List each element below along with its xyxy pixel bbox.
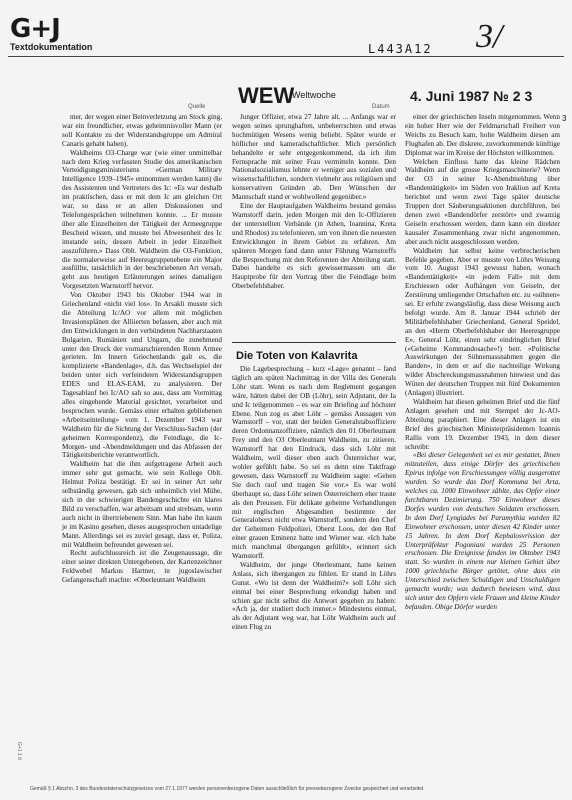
quoted-letter: «Bei dieser Gelegenheit sei es mir gestattet, Ihnen mitzuteilen, dass einige Dörfer des griechischen Epirus infolge von Erschiessungen völlig ausgerottet wurden. So wurde das Dorf Kommuna bei Arta, welches ca. 1000 Einwohner zählte, das Opfer einer furchtbaren Dezimierung. 750 Einwohner dieses Dorfes wurden von deutschen Soldaten erschossen. In dem Dorf Lyngiades bei Paramythia wurden 82 Einwohner erschossen, unter diesen 42 Kinder unter 15 Jahren. In dem Dorf Kephalosvrission der Unterpräfektur Pogoniani wurden 25 Personen erschossen. Die Ereignisse fanden im Oktober 1943 statt. So wurden in einem nur kleinen Gebiet über 1000 griechische Bürger getötet, ohne dass ein Unterschied zwischen Schuldigen und Unschuldigen gemacht wurde; was dadurch bewiesen wird, dass sich unter den Opfern viele Frauen und kleine Kinder befanden. Obige Dörfer wurden: [405, 451, 560, 611]
paragraph: Recht aufschlussreich ist die Zeugenaussage, die einer seiner direkten Untergebenen, der Kartenzeichner Feldwebel Markus Hartner, in jugoslawischer Gefangenschaft machte: «Oberleutnant Waldheim: [62, 549, 222, 585]
section-heading: Die Toten von Kalavrita: [236, 350, 358, 362]
footer-note: Gemäß § 1 Abschn. 3 des Bundesdatenschutzgesetzes vom 27.1.1977 werden personenbezogene Daten ausschließlich für pressebezogene Zwecke gespeichert und verarbeitet.: [30, 786, 425, 792]
paragraph: Waldheim hat selbst keine verbrecherischen Befehle gegeben. Aber er musste von Löhrs Weisung vom 10. August 1943 gewusst haben, wonach «Bandentätigkeit» «in jedem Fall» mit dem Erschiessen oder Aufhängen von Geiseln, der Zerstörung umliegender Ortschaften etc. zu «sühnen» sei. Er erfuhr zwangsläufig, dass diese Weisung auch befolgt wurde. Am 8. Januar 1944 schrieb der Militärbefehlshaber Griechenland, General Speidel, an den «Herrn Oberbefehlshaber der Heeresgruppe E», General Löhr, einen sehr eindringlichen Brief («Geheime Kommandosache»!) betr. «Politische Auswirkungen der Sühnemassnahmen gegen die Banden», in dem er auf die nachteilige Wirkung wilder Abschreckungsmassnahmen hinwiest und das Wüten der deutschen Truppen mit fünf Dokumenten (Anlagen) illustriert.: [405, 246, 560, 398]
paragraph: Waldheim, der junge Oberleutnant, hatte keinen Anlass, sich übergangen zu fühlen. Er stand in Löhrs Gunst. «Wo ist denn der Waldheim?» soll Löhr sich einmal bei einer Besprechung erkundigt haben und schien gar nicht selbst die Antwort gegeben zu haben: «Ach ja, der studiert doch immer.» Mindestens einmal, als der Adjutant weg war, hat Löhr Waldheim auch auf einen Flug zu: [232, 560, 396, 632]
publication-subtitle: Weltwoche: [292, 90, 336, 100]
label-datum: Datum: [372, 104, 390, 110]
paragraph: Waldheim hat die ihm aufgetragene Arbeit auch immer sehr gut gemacht, wie sein Kollege Oblt. Helmut Poliza bestätigt. Er sei in seiner Art sehr selbständig gewesen, gab sich unheimlich viel Mühe, sich in der schwierigen Bandengeschichte ein klares Bild zu verschaffen, war arbeitsam und strebsam, wenn auch nicht in übertriebenem Sinn. Man habe ihn kaum je im Kasino gesehen, dieses ausgesprochen untadelige Mann. Allerdings sei es zuviel gesagt, dass er, Poliza, mit Waldheim befreundet gewesen sei.: [62, 460, 222, 549]
column-2-bottom: [232, 365, 396, 632]
paragraph: Waldheims O3-Charge war (wie einer unmittelbar nach dem Krieg verfassten Studie des amerikanischen Verteidigungsministeriums «German Military Intelligence 1939–1945» entnommen werden kann) die des Assistenten und Vertreters des Ic: «Es war deshalb im praktischen, dass er mit dem Ic am gleichen Ort war, so dass er an allen Diskussionen und Telefongesprächen teilnehmen konnte. ... Er musste über alle Einzelheiten der Tätigkeit der Armeegruppe Bescheid wissen, und musste bei Abwesenheit des Ic imstande sein, dessen Arbeit in jeder Einzelheit auszuführen.» Dass Oblt. Waldheim die O3-Funktion, die normalerweise auf Heeresgruppenebene ein Major ausfüllte, tatsächlich in der beschriebenen Art versah, geht aus heutigen Erläuterungen seines damaligen Vorgesetzten Warnstorff hervor.: [62, 148, 222, 291]
archive-stamp-number: 3/: [476, 18, 503, 55]
logo-subtitle: Textdokumentation: [10, 42, 93, 52]
label-quelle: Quelle: [188, 104, 206, 110]
paragraph: Welchen Einfluss hatte das kleine Rädchen Waldheim auf die grosse Kriegsmaschinerie? Wenn der O3 in seiner Ic-Abendmeldung über «Bandentätigkeit» im Süden von Iraklion auf Kreta berichtet und wenn zwei Tage später deutsche Truppen dort Säuberungsaktionen durchführen, bei denen zwei «Bandendörfer zerstört» und zwanzig Geiseln erschossen werden, dann kann ein direkter kausaler Zusammenhang zwar nicht angenommen, aber auch nicht ausgeschlossen werden.: [405, 157, 560, 246]
column-1: [62, 113, 222, 585]
side-margin-mark: G+J 1 d: [16, 742, 22, 760]
paragraph: Junger Offizier, etwa 27 Jahre alt. ... Anfangs war er wegen seines sprunghaften, unbeherrschten und etwas hochmütigen Wesens wenig beliebt. Später wurde er höflicher und kameradschaftlicher. Mich persönlich behandelte er sehr entgegenkommend, da ich ihm Fernsprache mit seiner Frau vermitteln konnte. Den Nationalsozialismus lehnte er weniger aus sozialen und wissenschaftlichen, sondern vielmehr aus religiösen und konservativen Gründen ab. Den Wünschen der Mannschaft stand er wohlwollend gegenüber.»: [232, 113, 396, 202]
section-divider: [232, 342, 396, 343]
margin-mark: 3: [562, 114, 567, 123]
column-3: [405, 113, 560, 612]
paragraph: Von Oktober 1943 bis Oktober 1944 war in Griechenland «nicht viel los». In Arsakli musste sich die Abteilung Ic/AO vor allem mit möglichen Invasionsplänen der Alliierten befassen, aber auch mit den Entwicklungen in den verbündeten Nachbarstaaten Bulgarien, Rumänien und Ungarn, die zunehmend unter den Druck der vormarschierenden Roten Armee gerieten. Im Innern Griechenlands galt es, die komplizierte «Bandenlage», d.h. das Wechselspiel der beiden unter sich verfeindeten Widerstandsgruppen EDES und ELAS-EAM, zu analysieren. Der Tagesablauf bei Ic/AO sah so aus, dass am Vormittag alles eingehende Material gesichtet, verarbeitet und besprochen wurde. Gemäss einer erhalten gebliebenen «Arbeitseinteilung» vom 1. Dezember 1943 war Waldheim für die Sichtung der Verschluss-Sachen (der geheimen Korrespondenz), die Feindlage, die Ic-Morgen- und -Abendmeldungen und das Abfassen der Tätigkeitsberichte verantwortlich.: [62, 291, 222, 460]
paragraph: Die Lagebesprechung – kurz «Lage» genannt – fand täglich am späten Nachmittag in der Villa des Generals Löhr statt. Wenn es nach dem Reglement gegangen wäre, hätten dabei der OB (Löhr), sein Adjutant, der Ia und Ic teilgenommen – es war ein Briefing auf höchster Ebene. Nun zog es aber Löhr – gemäss Aussagen von Warnstorff – vor, statt der beiden Generalstabsoffiziere deren Ordonnanzoffiziere, nämlich den 01 Oberleutnant Frey und den O3 Oberleutnant Waldheim, zu zitieren. Warnstorff hat den Eindruck, dass sich Löhr mit Waldheim, weil dieser eben auch Österreicher war, wohler gefühlt habe. So sei es denn eine Taktfrage gewesen, dass Warnstorff zu Waldheim sagte: «Gehen Sie doch rauf und tragen Sie vor.» Es war wohl überhaupt so, dass Löhr seinen Österreichern eher traute als den Preussen. Für delikate geheime Verhandlungen mit englischen Abgesandten bestimmte der Generaloberst nicht etwa Warnstorff, sondern den Chef der Geheimen Feldpolizei, Oberst Loos, der den Ruf einer grauen Eminenz hatte und Wiener war. «Ich habe mich manchmal übergangen gefühlt», erinnert sich Warnstorff.: [232, 365, 396, 561]
logo: G+J: [10, 14, 60, 44]
header-rule: [8, 56, 564, 57]
paragraph: Eine der Hauptaufgaben Waldheims bestand gemäss Warnstorff darin, jeden Morgen mit den Ic-Offizieren der unterstellten Verbände (in Athen, Ioannina, Kreta und Rhodos) zu telefonieren, um von ihnen die neuesten Entwicklungen in ihrem Gebiet zu erfahren. Am späteren Morgen fand dann unter Führung Warnstorffs die Besprechung mit den Referenten der Abteilung statt. Dabei handelte es sich gewissermassen um die Hauptprobe für den Vortrag über die Feindlage beim Oberbefehlshaber.: [232, 202, 396, 291]
column-2-top: [232, 113, 396, 291]
paragraph: mer, der wegen einer Beinverletzung am Stock ging, war ein freundlicher, etwas geheimnisvoller Mann (er soll Kontakte zu der Widerstandsgruppe um Admiral Canaris gehabt haben).: [62, 113, 222, 148]
archive-stamp-code: L443A12: [368, 42, 433, 56]
publication-date: 4. Juni 1987 № 2 3: [410, 88, 533, 104]
paragraph: einer der griechischen Inseln mitgenommen. Wenn ein hoher Herr wie der Feldmarschall Freiherr von Weichs zu Besuch kam, holte Waldheim diesen am Flughafen ab. Der diskrete, zuvorkommende künftige Diplomat war im Kreise der Höchsten willkommen.: [405, 113, 560, 157]
paragraph: Waldheim hat diesen geheimen Brief und die fünf Anlagen gesehen und mit Stempel der Ic-AO-Abteilung paraphiert. Eine dieser Anlagen ist ein Brief des griechischen Ministerpräsidenten Ioannis Rallis vom 19. Dezember 1943, in dem dieser schreibt:: [405, 398, 560, 451]
publication-title: WEW: [238, 83, 295, 108]
